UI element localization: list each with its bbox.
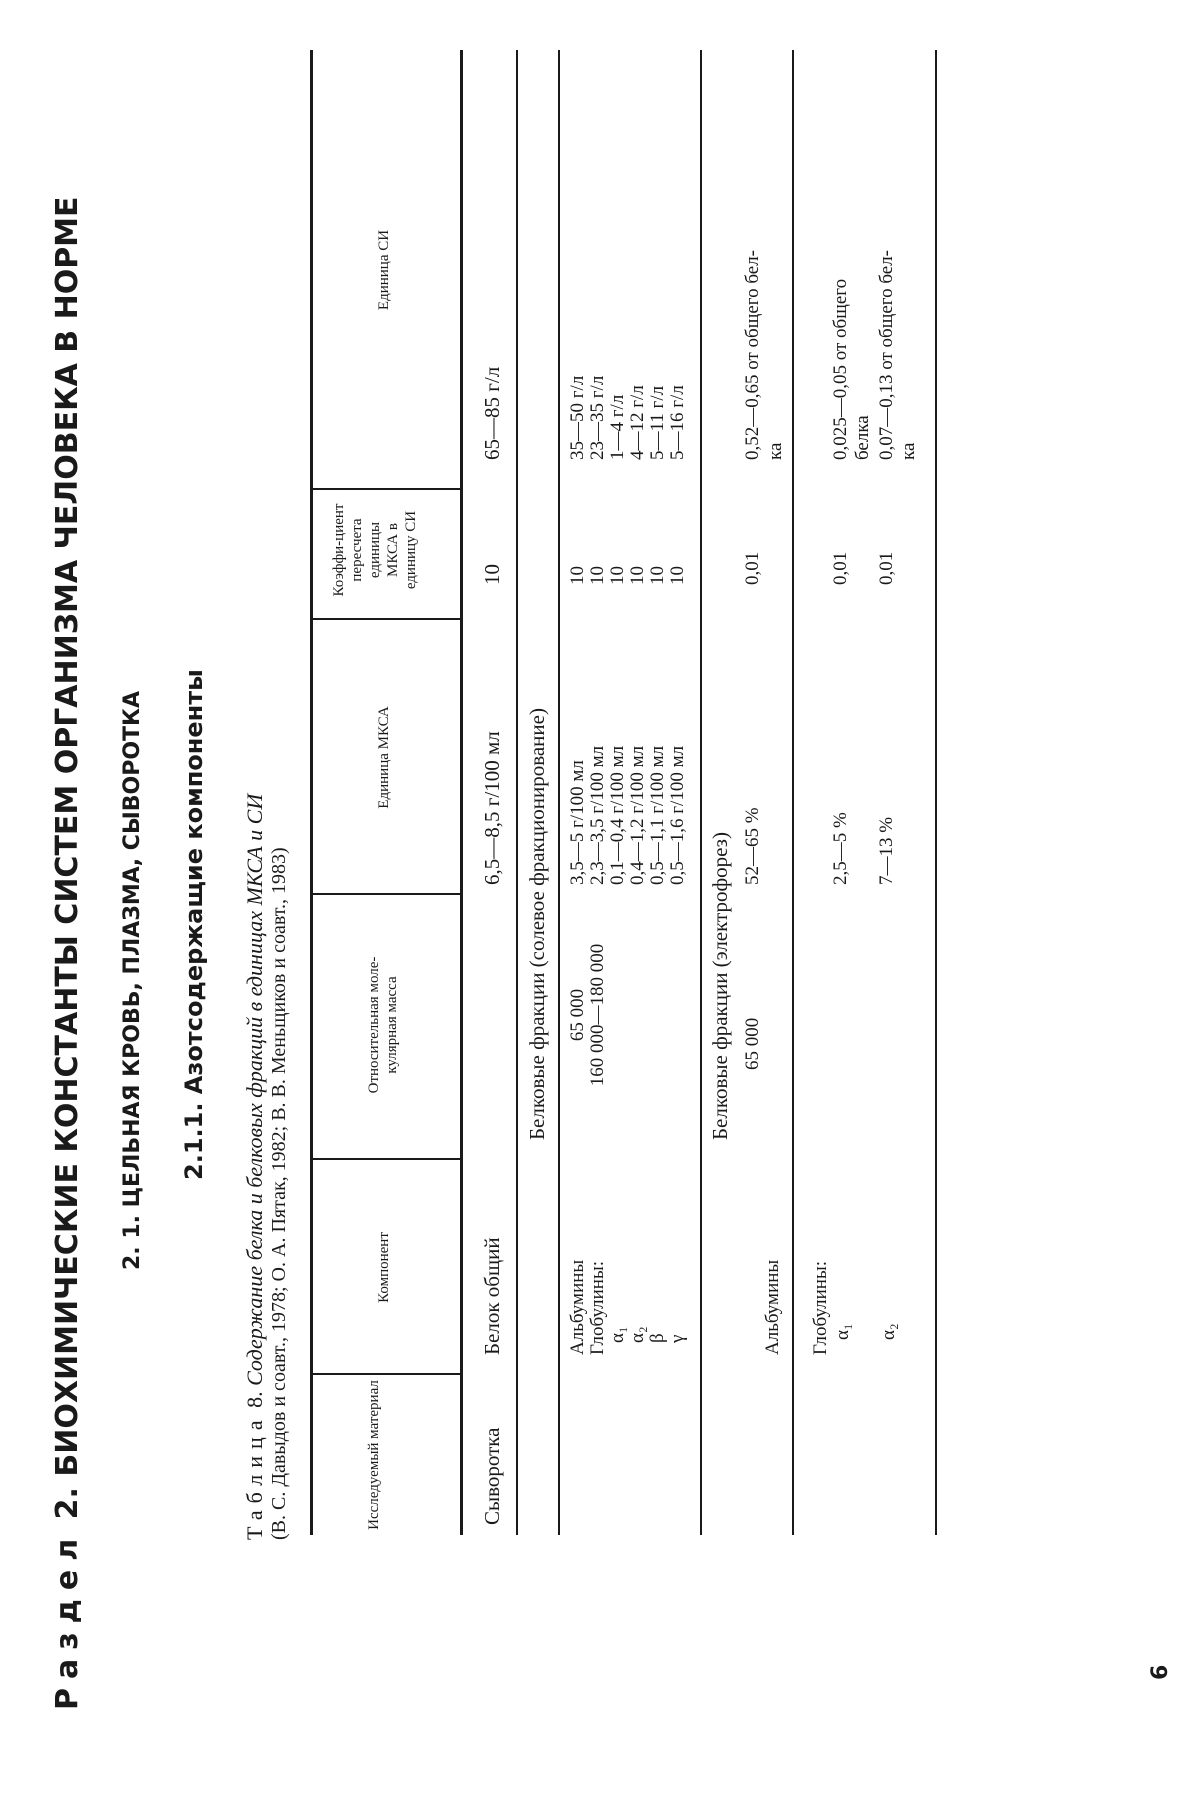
header-si: Единица СИ — [376, 229, 392, 311]
table-title: Содержание белка и белковых фракций в единицах МКСА и СИ — [242, 793, 267, 1386]
electro-si-alpha2-2: ка — [898, 442, 919, 460]
coef-5: 10 — [647, 566, 668, 585]
vline-3 — [312, 893, 462, 895]
cell-material: Сыворотка — [480, 1427, 504, 1525]
electro-component-albumins: Альбумины — [762, 1259, 783, 1355]
coef-6: 10 — [667, 566, 688, 585]
component-beta: β — [647, 1333, 668, 1343]
cell-component-total: Белок общий — [480, 1237, 504, 1355]
component-gamma: γ — [667, 1334, 688, 1343]
mksa-2: 2,3—3,5 г/100 мл — [587, 745, 608, 885]
component-globulins: Глобулины: — [587, 1260, 608, 1355]
electro-component-alpha1: α₁ — [832, 1323, 853, 1340]
electro-coef-alpha1: 0,01 — [830, 551, 851, 585]
electro-si-alpha1-1: 0,025—0,05 от общего — [830, 278, 851, 460]
salt-section-title: Белковые фракции (солевое фракционирование) — [525, 708, 549, 1140]
header-coef: Коэффи-циент пересчета единицы МКСА в единицу СИ — [331, 503, 419, 597]
salt-masses — [568, 920, 608, 1110]
row-sep-3 — [700, 50, 702, 1535]
electro-mksa-alpha2: 7—13 % — [876, 816, 897, 885]
salt-si — [568, 376, 688, 460]
electro-globulins-label: Глобулины: — [810, 1260, 831, 1355]
table-header-rule — [460, 50, 463, 1535]
subsubsection-heading: 2.1.1. Азотсодержащие компоненты — [180, 669, 208, 1180]
electro-component-alpha2: α₂ — [878, 1323, 899, 1340]
subsection-heading: 2. 1. ЦЕЛЬНАЯ КРОВЬ, ПЛАЗМА, СЫВОРОТКА — [120, 690, 145, 1270]
mksa-5: 0,5—1,1 г/100 мл — [647, 745, 668, 885]
salt-components — [568, 1260, 688, 1355]
table-number: 8. — [242, 1391, 267, 1414]
section-label: Раздел — [50, 1529, 85, 1710]
coef-1: 10 — [567, 566, 588, 585]
electro-si-alpha1-2: белка — [852, 415, 873, 460]
mksa-1: 3,5—5 г/100 мл — [567, 760, 588, 885]
si-6: 5—16 г/л — [667, 385, 688, 460]
salt-mksa — [568, 746, 688, 885]
header-material: Исследуемый материал — [366, 1380, 382, 1530]
component-albumins: Альбумины — [567, 1259, 588, 1355]
component-alpha2: α₂ — [627, 1326, 648, 1343]
electro-si-albumins-2: ка — [765, 442, 786, 460]
mksa-6: 0,5—1,6 г/100 мл — [667, 745, 688, 885]
coef-3: 10 — [607, 566, 628, 585]
electro-si-albumins-1: 0,52—0,65 от общего бел- — [742, 249, 763, 460]
header-mksa: Единица МКСА — [376, 706, 392, 809]
section-title: 2. БИОХИМИЧЕСКИЕ КОНСТАНТЫ СИСТЕМ ОРГАНИЗМА ЧЕЛОВЕКА В НОРМЕ — [50, 196, 85, 1520]
electro-coef-alpha2: 0,01 — [876, 551, 897, 585]
electro-mass-albumins: 65 000 — [742, 1017, 763, 1070]
si-2: 23—35 г/л — [587, 375, 608, 460]
electro-mksa-albumins: 52—65 % — [742, 807, 763, 885]
vline-1 — [312, 1373, 462, 1375]
header-component: Компонент — [376, 1232, 392, 1303]
si-4: 4—12 г/л — [627, 385, 648, 460]
cell-mksa-total: 6,5—8,5 г/100 мл — [480, 731, 504, 885]
salt-coef — [568, 566, 688, 585]
electro-section-title: Белковые фракции (электрофорез) — [708, 832, 732, 1140]
coef-4: 10 — [627, 566, 648, 585]
table-caption — [242, 794, 268, 1540]
mksa-3: 0,1—0,4 г/100 мл — [607, 745, 628, 885]
row-sep-2 — [558, 50, 560, 1535]
component-alpha1: α₁ — [607, 1326, 628, 1343]
vline-2 — [312, 1158, 462, 1160]
mksa-4: 0,4—1,2 г/100 мл — [627, 745, 648, 885]
si-3: 1—4 г/л — [607, 394, 628, 460]
coef-2: 10 — [587, 566, 608, 585]
section-heading — [50, 196, 85, 1710]
si-1: 35—50 г/л — [567, 375, 588, 460]
electro-mksa-alpha1: 2,5—5 % — [830, 812, 851, 885]
mass-albumins: 65 000 — [567, 988, 588, 1042]
mass-globulins: 160 000—180 000 — [587, 943, 608, 1087]
si-5: 5—11 г/л — [647, 385, 668, 460]
page-number: 6 — [1148, 1664, 1173, 1680]
vline-4 — [312, 618, 462, 620]
row-sep-4 — [792, 50, 794, 1535]
electro-si-alpha2-1: 0,07—0,13 от общего бел- — [876, 249, 897, 460]
row-sep-1 — [516, 50, 518, 1535]
cell-si-total: 65—85 г/л — [480, 366, 504, 460]
header-mass: Относительная моле-кулярная масса — [366, 956, 400, 1094]
table-top-rule — [310, 50, 313, 1535]
vline-5 — [312, 488, 462, 490]
table-sources: (В. С. Давыдов и соавт., 1978; О. А. Пятак, 1982; В. В. Меньщиков и соавт., 1983) — [268, 847, 290, 1540]
table-bottom-rule — [935, 50, 937, 1535]
rotated-page — [30, 20, 1173, 1740]
table-word: Таблица — [242, 1413, 267, 1540]
cell-coef-total: 10 — [480, 564, 504, 585]
electro-coef-albumins: 0,01 — [742, 551, 763, 585]
